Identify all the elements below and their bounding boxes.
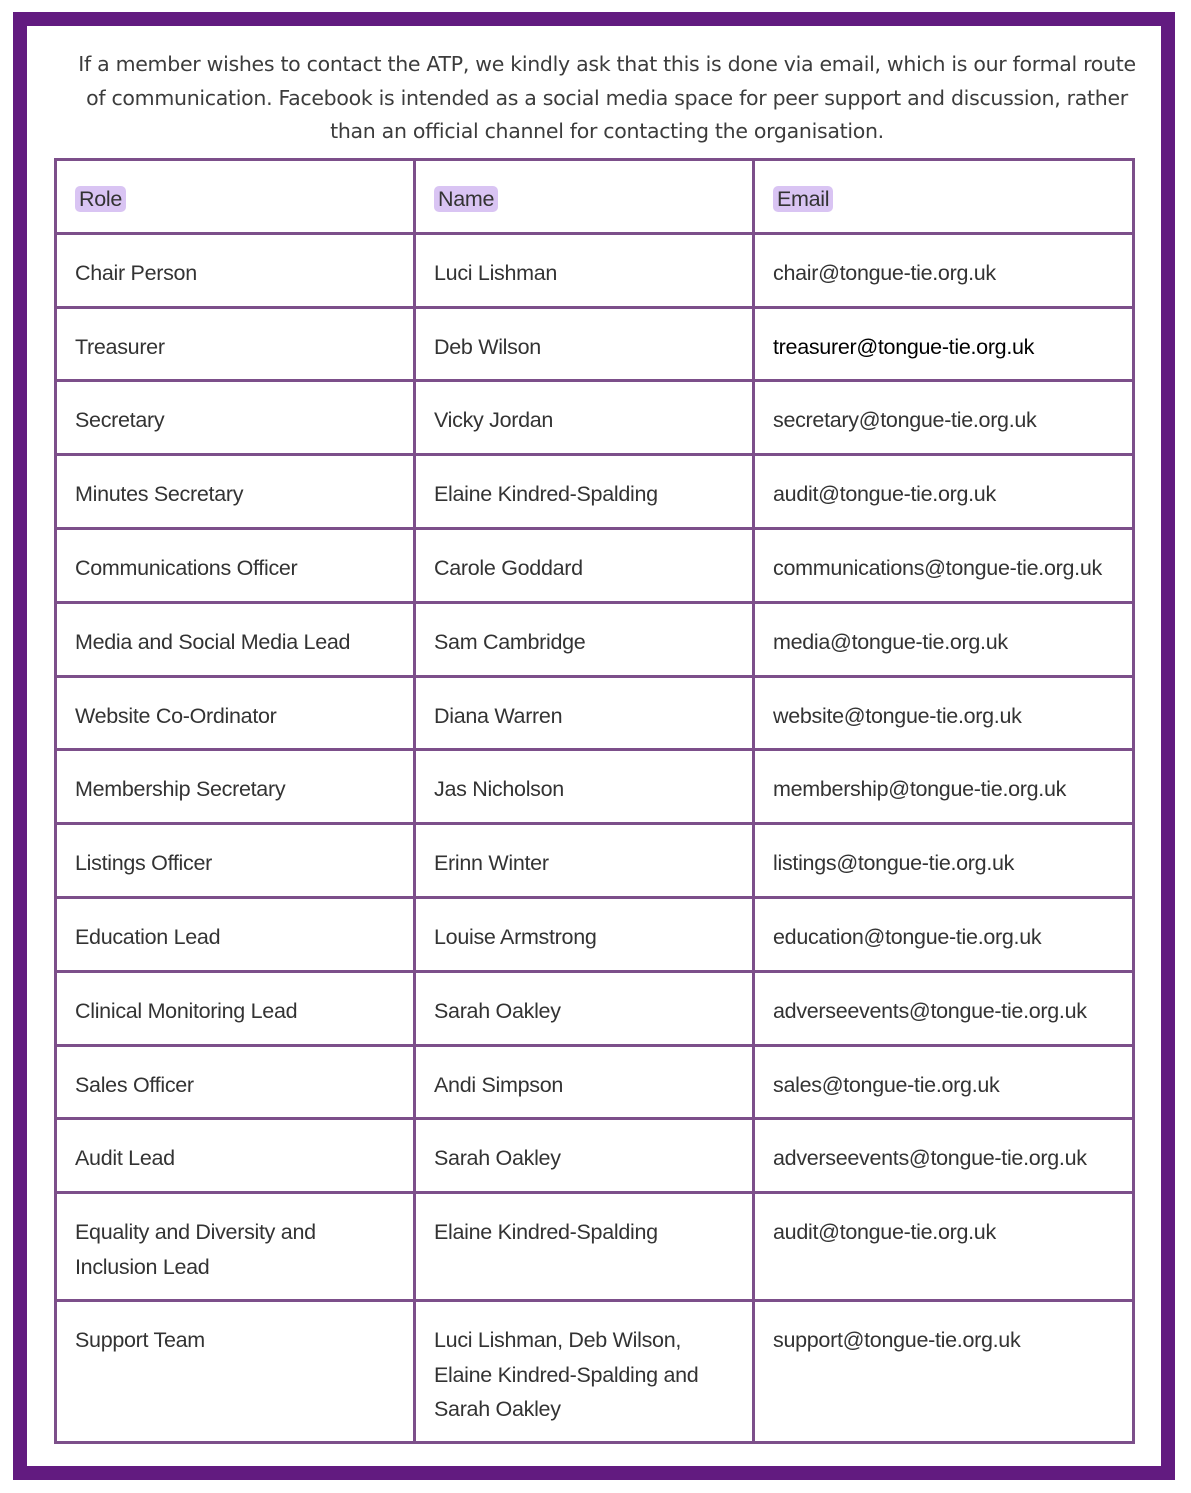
name-cell: Carole Goddard: [415, 528, 754, 602]
role-cell: Sales Officer: [56, 1045, 415, 1119]
email-link[interactable]: secretary@tongue-tie.org.uk: [754, 381, 1134, 455]
table-row: [56, 1045, 1134, 1119]
page-frame: [13, 12, 1175, 1480]
email-link[interactable]: treasurer@tongue-tie.org.uk: [754, 307, 1134, 381]
name-cell: Louise Armstrong: [415, 897, 754, 971]
table-row: [56, 1193, 1134, 1301]
header-role: [56, 160, 415, 234]
email-link[interactable]: website@tongue-tie.org.uk: [754, 676, 1134, 750]
table-row: [56, 602, 1134, 676]
header-name: [415, 160, 754, 234]
email-link[interactable]: support@tongue-tie.org.uk: [754, 1301, 1134, 1443]
header-role-label: Role: [75, 186, 126, 212]
table-row: [56, 455, 1134, 529]
role-cell: Listings Officer: [56, 824, 415, 898]
role-cell: Equality and Diversity and Inclusion Lead: [56, 1193, 415, 1301]
email-link[interactable]: communications@tongue-tie.org.uk: [754, 528, 1134, 602]
name-cell: Sarah Oakley: [415, 1119, 754, 1193]
table-row: [56, 381, 1134, 455]
table-header-row: [56, 160, 1134, 234]
email-link[interactable]: membership@tongue-tie.org.uk: [754, 750, 1134, 824]
name-cell: Deb Wilson: [415, 307, 754, 381]
role-cell: Chair Person: [56, 233, 415, 307]
name-cell: Elaine Kindred-Spalding: [415, 1193, 754, 1301]
role-cell: Education Lead: [56, 897, 415, 971]
role-cell: Secretary: [56, 381, 415, 455]
name-cell: Luci Lishman, Deb Wilson, Elaine Kindred-Spalding and Sarah Oakley: [415, 1301, 754, 1443]
email-link[interactable]: media@tongue-tie.org.uk: [754, 602, 1134, 676]
role-cell: Membership Secretary: [56, 750, 415, 824]
name-cell: Diana Warren: [415, 676, 754, 750]
table-row: [56, 307, 1134, 381]
table-row: [56, 824, 1134, 898]
role-cell: Clinical Monitoring Lead: [56, 971, 415, 1045]
email-link[interactable]: audit@tongue-tie.org.uk: [754, 1193, 1134, 1301]
name-cell: Elaine Kindred-Spalding: [415, 455, 754, 529]
email-link[interactable]: adverseevents@tongue-tie.org.uk: [754, 1119, 1134, 1193]
name-cell: Luci Lishman: [415, 233, 754, 307]
name-cell: Erinn Winter: [415, 824, 754, 898]
contacts-table: [54, 158, 1135, 1444]
name-cell: Jas Nicholson: [415, 750, 754, 824]
table-row: [56, 897, 1134, 971]
table-row: [56, 233, 1134, 307]
header-email-label: Email: [773, 186, 833, 212]
name-cell: Sarah Oakley: [415, 971, 754, 1045]
email-link[interactable]: listings@tongue-tie.org.uk: [754, 824, 1134, 898]
email-link[interactable]: education@tongue-tie.org.uk: [754, 897, 1134, 971]
role-cell: Audit Lead: [56, 1119, 415, 1193]
role-cell: Support Team: [56, 1301, 415, 1443]
email-link[interactable]: sales@tongue-tie.org.uk: [754, 1045, 1134, 1119]
role-cell: Communications Officer: [56, 528, 415, 602]
email-link[interactable]: chair@tongue-tie.org.uk: [754, 233, 1134, 307]
table-row: [56, 1119, 1134, 1193]
header-name-label: Name: [434, 186, 498, 212]
table-row: [56, 1301, 1134, 1443]
role-cell: Minutes Secretary: [56, 455, 415, 529]
role-cell: Treasurer: [56, 307, 415, 381]
header-email: [754, 160, 1134, 234]
name-cell: Andi Simpson: [415, 1045, 754, 1119]
name-cell: Vicky Jordan: [415, 381, 754, 455]
role-cell: Website Co-Ordinator: [56, 676, 415, 750]
email-link[interactable]: adverseevents@tongue-tie.org.uk: [754, 971, 1134, 1045]
table-row: [56, 971, 1134, 1045]
name-cell: Sam Cambridge: [415, 602, 754, 676]
email-link[interactable]: audit@tongue-tie.org.uk: [754, 455, 1134, 529]
intro-text: If a member wishes to contact the ATP, we kindly ask that this is done via email, which is our formal route of communication. Facebook is intended as a social media space for peer support and discussion, rather than an official channel for contacting the organisation.: [78, 52, 1136, 143]
table-row: [56, 676, 1134, 750]
table-row: [56, 528, 1134, 602]
role-cell: Media and Social Media Lead: [56, 602, 415, 676]
table-row: [56, 750, 1134, 824]
